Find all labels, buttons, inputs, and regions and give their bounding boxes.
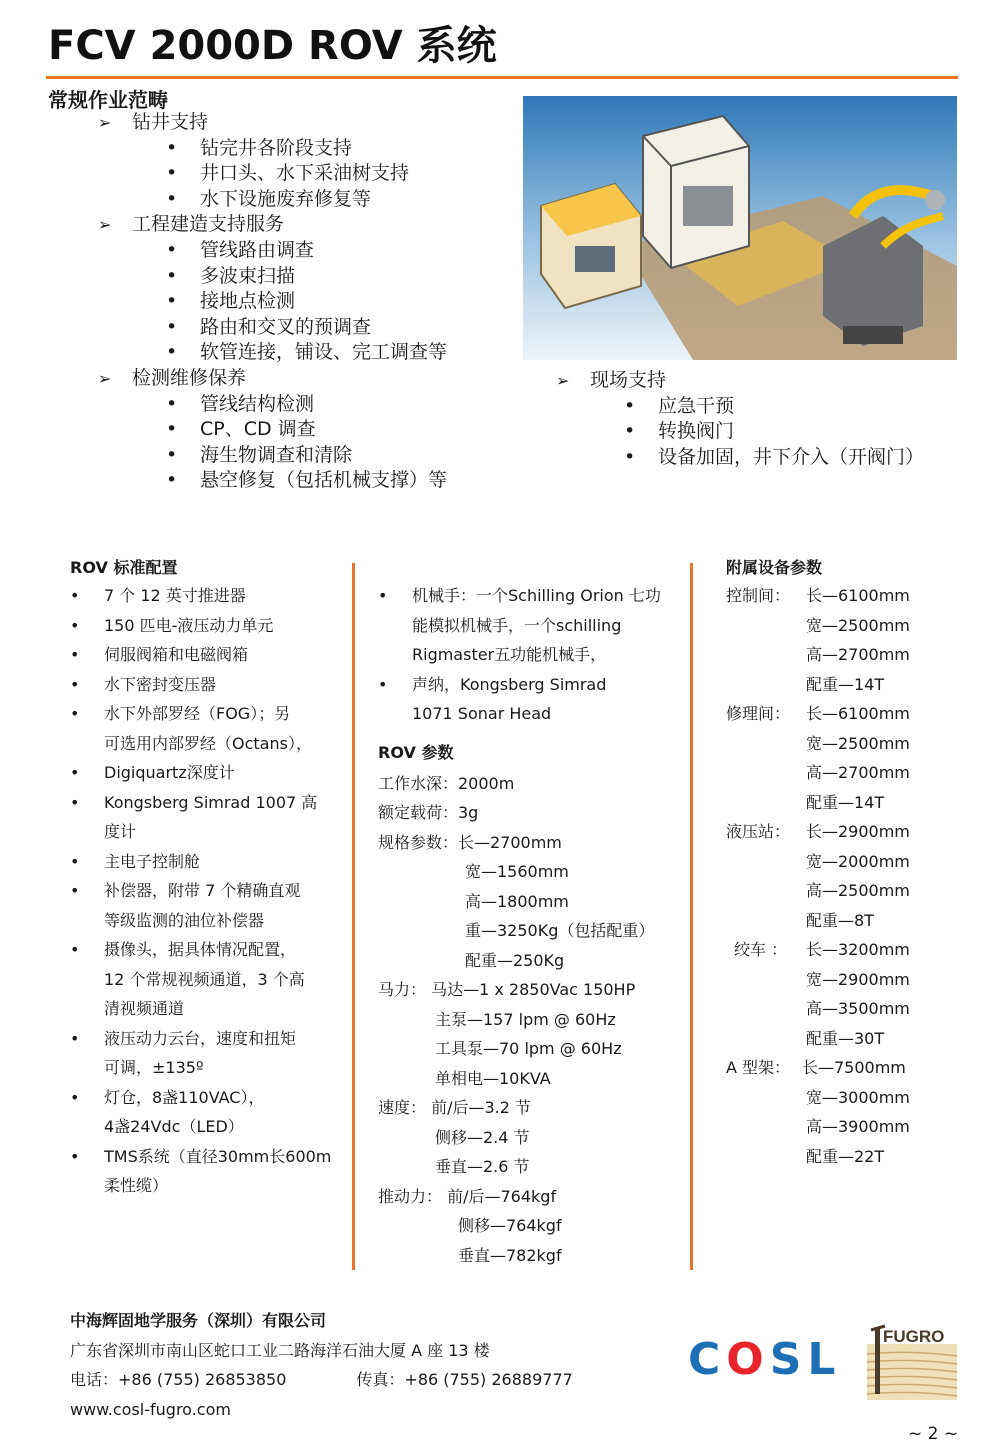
equipment-row: 配重—14T (806, 674, 885, 694)
equipment-label: 液压站： (726, 822, 791, 841)
config-item-cont: Rigmaster五功能机械手， (412, 645, 607, 664)
scope-list-right (556, 368, 976, 470)
config-item: • TMS系统（直径30mm长600m (70, 1142, 340, 1172)
column-divider (352, 563, 355, 1270)
fax-number: 传真：+86 (755) 26889777 (356, 1370, 573, 1389)
param-line: 马力： 马达—1 x 2850Vac 150HP (378, 980, 636, 999)
config-item: • 7 个 12 英寸推进器 (70, 581, 340, 611)
param-line: 侧移—764kgf (458, 1216, 562, 1235)
rov-skid (843, 326, 903, 344)
config-item-cont: 能模拟机械手，一个schilling (412, 615, 622, 635)
bullet-icon: • (70, 704, 80, 723)
equipment-row: 配重—8T (806, 910, 874, 930)
equipment-column (726, 555, 976, 1171)
equipment-row: 绞车 ： 长—3200mm (726, 935, 976, 965)
config-item-cont: 可选用内部罗经（Octans）， (104, 733, 312, 753)
config-item-cont: 柔性缆） (104, 1176, 169, 1195)
cosl-logo-text: COSL (688, 1334, 842, 1385)
config-item: • 主电子控制舱 (70, 847, 340, 877)
config-item: • Kongsberg Simrad 1007 高 (70, 788, 340, 818)
scope-item: • 应急干预 (556, 394, 976, 420)
equipment-label: 修理间： (726, 704, 791, 723)
bullet-icon: • (70, 645, 80, 664)
bullet-icon: • (166, 418, 178, 441)
config-item-cont: 1071 Sonar Head (412, 704, 552, 723)
rov-params-column (378, 555, 678, 1270)
bullet-icon: • (166, 238, 178, 261)
footer-contact (70, 1306, 573, 1424)
scope-category: ➢ 检测维修保养 (98, 366, 528, 392)
bullet-icon: • (70, 940, 80, 959)
fugro-logo-drill (875, 1328, 880, 1394)
bullet-icon: • (166, 469, 178, 492)
param-line: 工具泵—70 lpm @ 60Hz (435, 1039, 622, 1058)
bullet-icon: • (166, 315, 178, 338)
equipment-row: 高—2700mm (806, 645, 910, 664)
config-item-cont: 可调，±135º (104, 1058, 204, 1077)
equipment-row: 控制间： 长—6100mm (726, 581, 976, 611)
scope-item: • 海生物调查和清除 (98, 443, 528, 469)
scope-item: • 管线路由调查 (98, 238, 528, 264)
bullet-icon: • (70, 1028, 80, 1048)
param-line: 配重—250Kg (465, 950, 565, 970)
bullet-icon: • (624, 420, 636, 443)
cabin-window (575, 246, 615, 272)
cosl-logo-letter: O (726, 1334, 770, 1385)
bullet-icon: • (166, 136, 178, 159)
param-line: 高—1800mm (465, 891, 569, 911)
scope-item: • 多波束扫描 (98, 264, 528, 290)
scope-item: • 设备加固，井下介入（开阀门） (556, 445, 976, 471)
config-item-cont: 等级监测的油位补偿器 (104, 910, 265, 930)
scope-heading: 常规作业范畴 (48, 88, 168, 112)
config-item: • 机械手：一个Schilling Orion 七功 (378, 581, 678, 611)
arrow-bullet-icon: ➢ (98, 113, 112, 132)
param-line: 重—3250Kg（包括配重） (465, 921, 655, 940)
scope-item: • 接地点检测 (98, 289, 528, 315)
param-line: 主泵—157 lpm @ 60Hz (435, 1009, 616, 1029)
param-line: 速度： 前/后—3.2 节 (378, 1098, 532, 1117)
fugro-logo-text: FUGRO (883, 1327, 945, 1346)
param-line: 单相电—10KVA (435, 1068, 551, 1088)
rov-illustration (523, 96, 957, 360)
config-item: • 补偿器，附带 7 个精确直观 (70, 876, 340, 906)
column-divider (690, 563, 693, 1270)
scope-item: • CP、CD 调查 (98, 417, 528, 443)
page-number: ~ 2 ~ (908, 1424, 959, 1444)
phone-number: 电话：+86 (755) 26853850 (70, 1370, 287, 1389)
scope-item: • 管线结构检测 (98, 392, 528, 418)
bullet-icon: • (70, 881, 80, 900)
equipment-label: A 型架： (726, 1058, 791, 1077)
equipment-label: 绞车 ： (734, 940, 788, 959)
bullet-icon: • (70, 792, 80, 812)
company-address: 广东省深圳市南山区蛇口工业二路海洋石油大厦 A 座 13 楼 (70, 1340, 490, 1360)
website-link[interactable]: www.cosl-fugro.com (70, 1399, 231, 1419)
bullet-icon: • (70, 851, 80, 871)
bullet-icon: • (378, 586, 388, 605)
equipment-row: 高—2500mm (806, 881, 910, 900)
equipment-row: 宽—2000mm (806, 851, 910, 871)
bullet-icon: • (624, 445, 636, 468)
config-item: • Digiquartz深度计 (70, 758, 340, 788)
equipment-heading: 附属设备参数 (726, 558, 823, 577)
config-item: • 水下密封变压器 (70, 670, 340, 700)
bullet-icon: • (166, 187, 178, 210)
bullet-icon: • (70, 1146, 80, 1166)
config-item: • 摄像头，据具体情况配置， (70, 935, 340, 965)
param-line: 侧移—2.4 节 (435, 1127, 530, 1147)
config-item: • 150 匹电-液压动力单元 (70, 611, 340, 641)
rov-system-photo (523, 96, 957, 360)
param-line: 额定载荷：3g (378, 803, 479, 822)
equipment-row: A 型架： 长—7500mm (726, 1053, 976, 1083)
fugro-logo (861, 1322, 961, 1402)
page-title: FCV 2000D ROV 系统 (48, 23, 497, 69)
equipment-row: 液压站： 长—2900mm (726, 817, 976, 847)
bullet-icon: • (166, 443, 178, 466)
equipment-row: 配重—22T (806, 1146, 885, 1166)
equipment-row: 配重—30T (806, 1028, 885, 1048)
bullet-icon: • (166, 290, 178, 313)
bullet-icon: • (378, 674, 388, 694)
equipment-label: 控制间： (726, 586, 791, 605)
equipment-row: 宽—2500mm (806, 615, 910, 635)
arrow-bullet-icon: ➢ (98, 368, 112, 388)
scope-item: • 钻完井各阶段支持 (98, 136, 528, 162)
config-item-cont: 12 个常规视频通道，3 个高 (104, 969, 305, 989)
scope-item: • 路由和交叉的预调查 (98, 315, 528, 341)
bullet-icon: • (166, 341, 178, 364)
bullet-icon: • (70, 763, 80, 782)
scope-item: • 软管连接，铺设、完工调查等 (98, 340, 528, 366)
config-item-cont: 4盏24Vdc（LED） (104, 1117, 244, 1136)
equipment-row: 配重—14T (806, 792, 885, 812)
config-item-cont: 度计 (104, 822, 137, 841)
rov-config-column (70, 555, 340, 1201)
equipment-row: 宽—2500mm (806, 733, 910, 753)
param-line: 规格参数：长—2700mm (378, 832, 562, 852)
equipment-row: 宽—3000mm (806, 1087, 910, 1107)
bullet-icon: • (166, 392, 178, 415)
rov-config-heading: ROV 标准配置 (70, 558, 178, 577)
scope-item: • 井口头、水下采油树支持 (98, 161, 528, 187)
param-line: 宽—1560mm (465, 862, 569, 881)
scope-item: • 转换阀门 (556, 419, 976, 445)
bullet-icon: • (166, 162, 178, 185)
tms-winch (683, 186, 733, 226)
bullet-icon: • (166, 264, 178, 287)
scope-item: • 悬空修复（包括机械支撑）等 (98, 468, 528, 494)
bullet-icon: • (70, 1087, 80, 1107)
param-line: 工作水深：2000m (378, 773, 515, 793)
scope-item: • 水下设施废弃修复等 (98, 187, 528, 213)
cosl-logo (688, 1334, 842, 1385)
param-line: 垂直—2.6 节 (435, 1157, 530, 1176)
param-line: 垂直—782kgf (458, 1245, 562, 1265)
config-item: • 液压动力云台，速度和扭矩 (70, 1024, 340, 1054)
config-item: • 声纳，Kongsberg Simrad (378, 670, 678, 700)
bullet-icon: • (70, 586, 80, 605)
scope-category: ➢ 工程建造支持服务 (98, 212, 528, 238)
config-item: • 灯仓，8盏110VAC）， (70, 1083, 340, 1113)
rov-params-heading: ROV 参数 (378, 742, 454, 762)
equipment-row: 高—3900mm (806, 1117, 910, 1136)
equipment-row: 宽—2900mm (806, 969, 910, 989)
config-item-cont: 清视频通道 (104, 999, 185, 1018)
manipulator-claw (925, 190, 945, 210)
company-name: 中海辉固地学服务（深圳）有限公司 (70, 1311, 327, 1330)
config-item: • 水下外部罗经（FOG）；另 (70, 699, 340, 729)
scope-category: ➢ 钻井支持 (98, 110, 528, 136)
equipment-row: 高—3500mm (806, 999, 910, 1018)
scope-category: ➢ 现场支持 (556, 368, 976, 394)
contact-numbers (70, 1365, 573, 1395)
config-item: • 伺服阀箱和电磁阀箱 (70, 640, 340, 670)
bullet-icon: • (70, 674, 80, 694)
bullet-icon: • (70, 615, 80, 635)
title-divider (46, 76, 958, 79)
arrow-bullet-icon: ➢ (98, 215, 112, 235)
equipment-row: 高—2700mm (806, 763, 910, 782)
scope-list-left (98, 110, 528, 494)
equipment-row: 修理间： 长—6100mm (726, 699, 976, 729)
param-line: 推动力： 前/后—764kgf (378, 1186, 557, 1206)
arrow-bullet-icon: ➢ (556, 371, 570, 390)
bullet-icon: • (624, 394, 636, 417)
